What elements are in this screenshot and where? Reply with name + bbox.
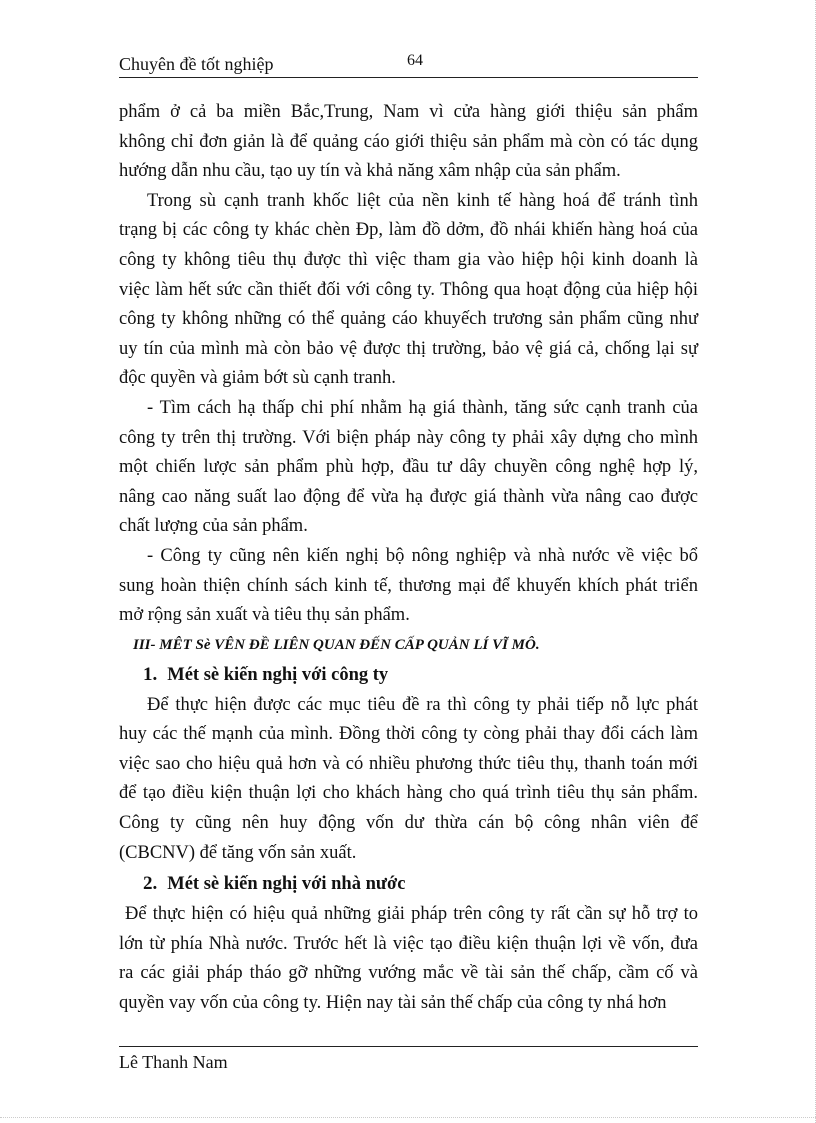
subheading-number: 1. bbox=[143, 663, 158, 685]
text-line: việc sao cho hiệu quả hơn và có nhiều phương thức tiêu thụ, thanh toán mới bbox=[119, 753, 698, 774]
text-line: một chiến lược sản phẩm phù hợp, đầu tư dây chuyền công nghệ hợp lý, bbox=[119, 457, 698, 478]
subheading-text: Mét sè kiến nghị với nhà nước bbox=[167, 874, 406, 895]
text-line: công ty trên thị trường. Với biện pháp này công ty phải xây dựng cho mình bbox=[119, 427, 698, 448]
text-line: nâng cao năng suất lao động để vừa hạ được giá thành vừa nâng cao được bbox=[119, 486, 698, 507]
text-line: độc quyền và giảm bớt sù cạnh tranh. bbox=[119, 368, 396, 389]
text-line: quyền vay vốn của công ty. Hiện nay tài sản thế chấp của công ty nhá hơn bbox=[119, 993, 667, 1014]
subheading-number: 2. bbox=[143, 873, 158, 895]
text-line: Công ty cũng nên huy động vốn dư thừa cán bộ công nhân viên để bbox=[119, 813, 698, 834]
text-line: công ty không những có thể quảng cáo khuyếch trương sản phẩm cũng như bbox=[119, 309, 698, 330]
subheading-text: Mét sè kiến nghị với công ty bbox=[167, 664, 389, 685]
text-line: ra các giải pháp tháo gỡ những vướng mắc về tài sản thế chấp, cầm cố và bbox=[119, 963, 698, 984]
text-line: trạng bị các công ty khác chèn Đp, làm đồ dởm, đồ nhái khiến hàng hoá của bbox=[119, 220, 698, 241]
text-line: - Tìm cách hạ thấp chi phí nhằm hạ giá thành, tăng sức cạnh tranh của bbox=[147, 397, 698, 418]
subheading-2 bbox=[119, 868, 698, 900]
page-edge-bottom bbox=[0, 1117, 816, 1118]
text-line: (CBCNV) để tăng vốn sản xuất. bbox=[119, 842, 357, 863]
text-line: phẩm ở cả ba miền Bắc,Trung, Nam vì cửa hàng giới thiệu sản phẩm bbox=[119, 102, 698, 122]
text-line: để tạo điều kiện thuận lợi cho khách hàng cho quá trình tiêu thụ sản phẩm. bbox=[119, 783, 698, 804]
text-line: việc làm hết sức cần thiết đối với công ty. Thông qua hoạt động của hiệp hội bbox=[119, 279, 698, 300]
text-line: không chỉ đơn giản là để quảng cáo giới thiệu sản phẩm mà còn có tác dụng bbox=[119, 131, 698, 152]
paragraph-6 bbox=[119, 900, 698, 1018]
paragraph-2 bbox=[119, 187, 698, 394]
page-number: 64 bbox=[407, 52, 423, 69]
text-line: Trong sù cạnh tranh khốc liệt của nền kinh tế hàng hoá để tránh tình bbox=[147, 190, 698, 211]
paragraph-1 bbox=[119, 98, 698, 187]
text-line: hướng dẫn nhu cầu, tạo uy tín và khả năng xâm nhập của sản phẩm. bbox=[119, 161, 621, 182]
text-line: sung hoàn thiện chính sách kinh tế, thương mại để khuyến khích phát triển bbox=[119, 575, 698, 596]
page-header bbox=[119, 50, 698, 78]
page-footer bbox=[119, 1046, 698, 1072]
text-line: lớn từ phía Nhà nước. Trước hết là việc tạo điều kiện thuận lợi về vốn, đưa bbox=[119, 933, 698, 954]
text-line: Để thực hiện có hiệu quả những giải pháp trên công ty rất cần sự hỗ trợ to bbox=[125, 904, 698, 925]
text-line: huy các thế mạnh của mình. Đồng thời công ty còng phải thay đổi cách làm bbox=[119, 724, 698, 745]
header-title: Chuyên đề tốt nghiệp bbox=[119, 54, 274, 74]
text-line: - Công ty cũng nên kiến nghị bộ nông nghiệp và nhà nước về việc bổ bbox=[147, 545, 698, 566]
subheading-1 bbox=[119, 659, 698, 691]
text-line: Để thực hiện được các mục tiêu đề ra thì công ty phải tiếp nỗ lực phát bbox=[147, 694, 698, 715]
paragraph-3 bbox=[119, 394, 698, 542]
text-line: chất lượng của sản phẩm. bbox=[119, 516, 308, 537]
text-line: mở rộng sản xuất và tiêu thụ sản phẩm. bbox=[119, 605, 410, 626]
paragraph-5 bbox=[119, 691, 698, 869]
paragraph-4 bbox=[119, 542, 698, 631]
body-text bbox=[119, 98, 698, 1019]
footer-author: Lê Thanh Nam bbox=[119, 1052, 228, 1072]
section-title: III- MÊT Sè VÊN ĐỀ LIÊN QUAN ĐẾN CẤP QUẢN LÍ VĨ MÔ. bbox=[133, 636, 540, 653]
text-line: công ty không tiêu thụ được thì việc tham gia vào hiệp hội kinh doanh là bbox=[119, 249, 698, 270]
text-line: uy tín của mình mà còn bảo vệ được thị trường, bảo vệ giá cả, chống lại sự bbox=[119, 338, 698, 359]
